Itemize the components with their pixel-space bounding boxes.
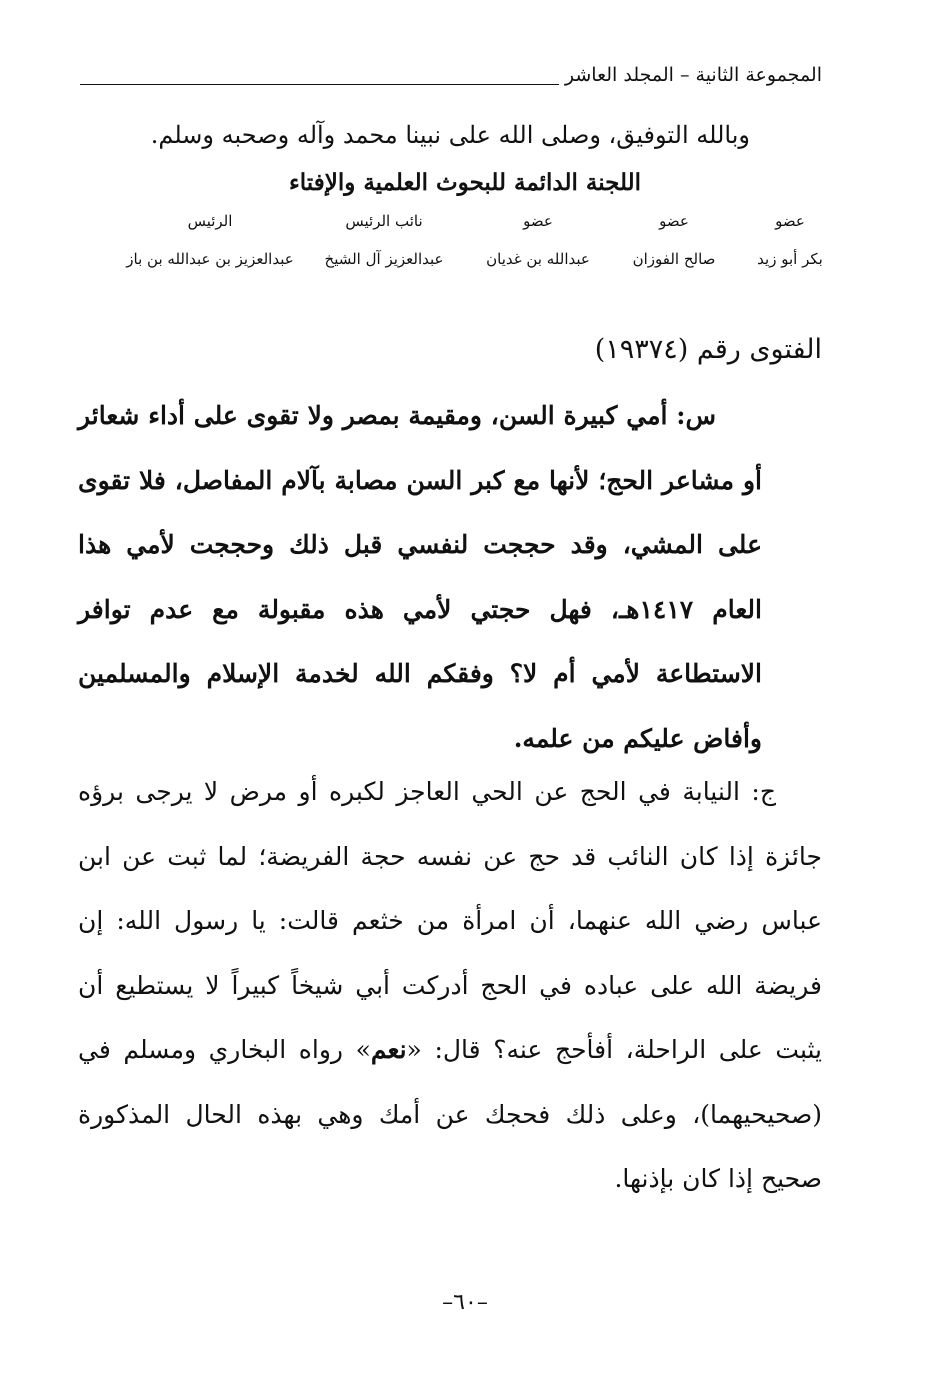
- member-name: عبدالعزيز بن عبدالله بن باز: [126, 250, 294, 268]
- answer-text-part2: » رواه البخاري ومسلم في (صحيحيهما)، وعلى ذلك فحجك عن أمك وهي بهذه الحال المذكورة صحيح إذا كان بإذنها.: [78, 1035, 822, 1193]
- member-role: الرئيس: [187, 212, 233, 230]
- member-name: عبدالعزيز آل الشيخ: [324, 250, 444, 268]
- answer-text: [78, 760, 822, 1212]
- committee-title: اللجنة الدائمة للبحوث العلمية والإفتاء: [288, 169, 642, 196]
- answer-text-part1: ج: النيابة في الحج عن الحي العاجز لكبره أو مرض لا يرجى برؤه جائزة إذا كان النائب قد حج عن نفسه حجة الفريضة؛ لما ثبت عن ابن عباس رضي الله عنهما، أن امرأة من خثعم قالت: يا رسول الله: إن فريضة الله على عباده في الحج أدركت أبي شيخاً كبيراً لا يستطيع أن يثبت على الراحلة، أفأحج عنه؟ قال: «: [78, 777, 822, 1064]
- member-name: بكر أبو زيد: [757, 250, 823, 268]
- member-role: عضو: [523, 212, 553, 230]
- question-text: س: أمي كبيرة السن، ومقيمة بمصر ولا تقوى على أداء شعائر أو مشاعر الحج؛ لأنها مع كبر السن مصابة بآلام المفاصل، فلا تقوى على المشي، وقد حججت لنفسي قبل ذلك وحججت لأمي هذا العام ١٤١٧هـ، فهل حجتي لأمي هذه مقبولة مع عدم توافر الاستطاعة لأمي أم لا؟ وفقكم الله لخدمة الإسلام والمسلمين وأفاض عليكم من علمه.: [78, 401, 762, 753]
- answer-paragraph: [78, 760, 822, 1212]
- fatwa-number: الفتوى رقم (١٩٣٧٤): [594, 334, 822, 365]
- member-role: نائب الرئيس: [345, 212, 423, 230]
- member-name: صالح الفوزان: [632, 250, 716, 268]
- running-title: المجموعة الثانية – المجلد العاشر: [559, 62, 822, 88]
- closing-prayer: وبالله التوفيق، وصلى الله على نبينا محمد وآله وصحبه وسلم.: [150, 121, 750, 149]
- member-name: عبدالله بن غديان: [486, 250, 590, 268]
- running-header: [80, 62, 822, 92]
- committee-signatures: [118, 212, 822, 282]
- answer-emphasis: نعم: [370, 1035, 407, 1064]
- member-role: عضو: [775, 212, 805, 230]
- member-role: عضو: [659, 212, 689, 230]
- question-paragraph: [78, 384, 762, 771]
- page-number: –٦٠–: [442, 1290, 488, 1315]
